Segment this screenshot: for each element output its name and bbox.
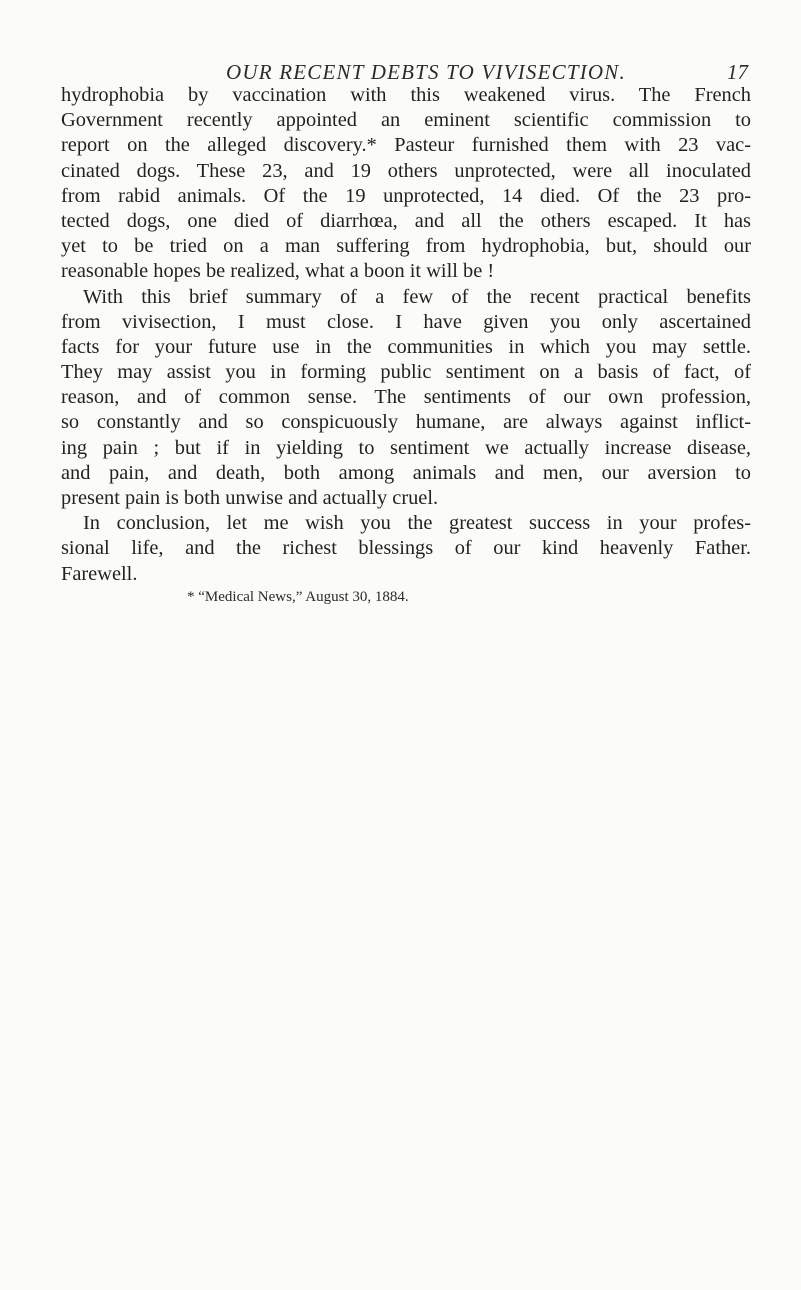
paragraph-end-line: reasonable hopes be realized, what a boon it will be ! [61, 260, 495, 283]
text-line: yet to be tried on a man suffering from hydrophobia, but, should our [61, 235, 751, 258]
text-line: report on the alleged discovery.* Pasteur furnished them with 23 vac- [61, 134, 751, 157]
paragraph-start-line: With this brief summary of a few of the recent practical benefits [83, 285, 751, 308]
paragraph-end-line: present pain is both unwise and actually cruel. [61, 487, 439, 509]
text-line: Government recently appointed an eminent scientific commission to [61, 109, 751, 132]
running-title: OUR RECENT DEBTS TO VIVISECTION. [226, 60, 626, 84]
text-line: They may assist you in forming public sentiment on a basis of fact, of [61, 361, 751, 384]
page-number: 17 [727, 60, 748, 84]
text-line: cinated dogs. These 23, and 19 others unprotected, were all inoculated [61, 159, 751, 182]
text-line: so constantly and so conspicuously humane, are always against inflict- [61, 411, 751, 434]
text-line: hydrophobia by vaccination with this weakened virus. The French [61, 84, 751, 106]
text-line: sional life, and the richest blessings of our kind heavenly Father. [61, 537, 751, 560]
text-line: ing pain ; but if in yielding to sentiment we actually increase disease, [61, 436, 751, 459]
body-text [61, 83, 751, 607]
text-line: and pain, and death, both among animals and men, our aversion to [61, 461, 751, 484]
text-line: from vivisection, I must close. I have given you only ascertained [61, 310, 751, 333]
text-line: reason, and of common sense. The sentiments of our own profession, [61, 386, 751, 409]
text-line: from rabid animals. Of the 19 unprotected, 14 died. Of the 23 pro- [61, 184, 751, 207]
paragraph-end-line: Farewell. [61, 562, 138, 585]
text-line: facts for your future use in the communities in which you may settle. [61, 335, 751, 358]
paragraph-start-line: In conclusion, let me wish you the greatest success in your profes- [83, 512, 751, 535]
text-line: tected dogs, one died of diarrhœa, and all the others escaped. It has [61, 209, 751, 232]
footnote: * “Medical News,” August 30, 1884. [187, 588, 409, 605]
